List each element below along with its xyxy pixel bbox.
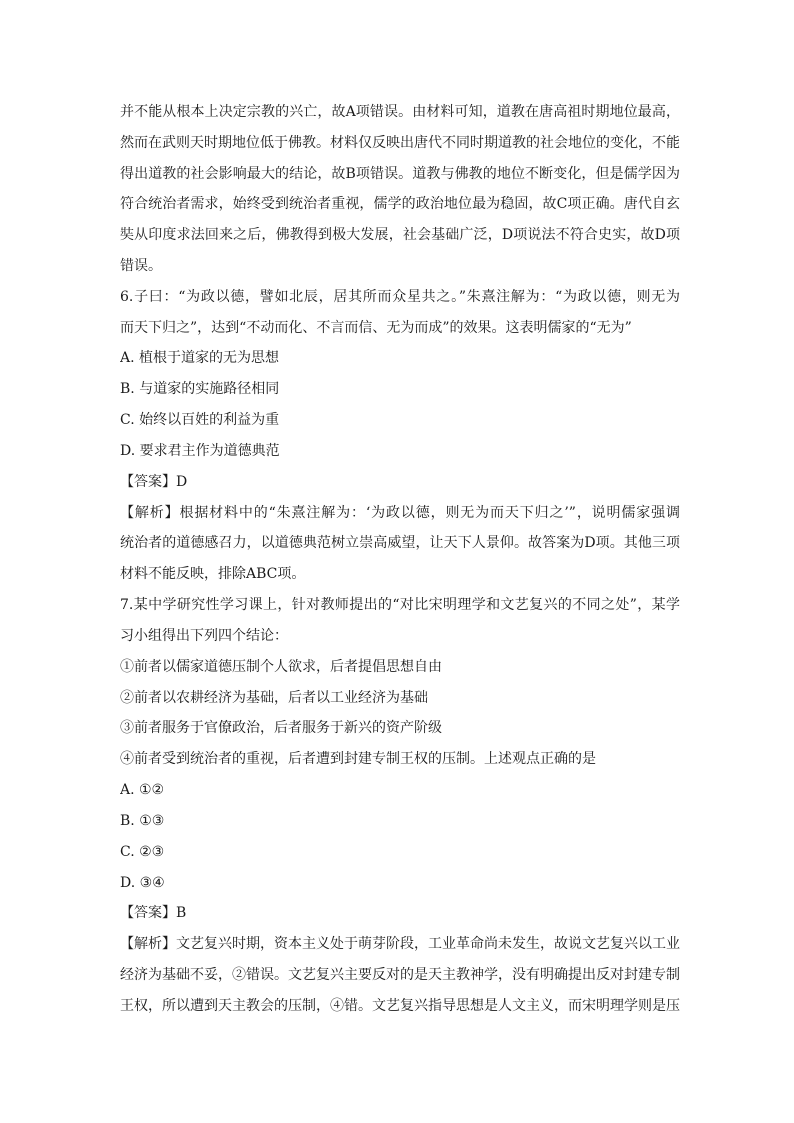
question-6-option-a: A. 植根于道家的无为思想	[120, 350, 280, 366]
question-6-stem: 而天下归之”，达到“不动而化、不言而信、无为而成”的效果。这表明儒家的“无为”	[120, 320, 632, 336]
question-7-statement: ③前者服务于官僚政治，后者服务于新兴的资产阶级	[120, 720, 442, 736]
question-6-option-c: C. 始终以百姓的利益为重	[120, 412, 280, 428]
question-7-stem: 7.某中学研究性学习课上，针对教师提出的“对比宋明理学和文艺复兴的不同之处”，某学	[120, 597, 680, 613]
question-7-explanation: 经济为基础不妥，②错误。文艺复兴主要反对的是天主教神学，没有明确提出反对封建专制	[120, 967, 680, 983]
text-line: 错误。	[120, 258, 162, 274]
text-line: 奘从印度求法回来之后，佛教得到极大发展，社会基础广泛，D项说法不符合史实，故D项	[120, 227, 680, 243]
question-7-option-c: C. ②③	[120, 844, 165, 860]
question-7-statement: ②前者以农耕经济为基础，后者以工业经济为基础	[120, 690, 428, 706]
text-line: 并不能从根本上决定宗教的兴亡，故A项错误。由材料可知，道教在唐高祖时期地位最高，	[120, 104, 680, 120]
question-7-option-b: B. ①③	[120, 813, 165, 829]
question-7-explanation: 【解析】文艺复兴时期，资本主义处于萌芽阶段，工业革命尚未发生，故说文艺复兴以工业	[120, 936, 680, 952]
question-6-answer: 【答案】D	[120, 474, 188, 490]
question-7-option-d: D. ③④	[120, 875, 165, 891]
text-line: 得出道教的社会影响最大的结论，故B项错误。道教与佛教的地位不断变化，但是儒学因为	[120, 166, 680, 182]
question-7-answer: 【答案】B	[120, 905, 187, 921]
question-7-statement: ④前者受到统治者的重视，后者遭到封建专制王权的压制。上述观点正确的是	[120, 751, 596, 767]
question-7-stem: 习小组得出下列四个结论：	[120, 628, 288, 644]
question-6-option-b: B. 与道家的实施路径相同	[120, 381, 280, 397]
question-6-stem: 6.子曰：“为政以德，譬如北辰，居其所而众星共之。”朱熹注解为：“为政以德，则无为	[120, 289, 680, 305]
question-6-explanation: 【解析】根据材料中的“朱熹注解为：‘为政以德，则无为而天下归之’”，说明儒家强调	[120, 505, 680, 521]
question-6-option-d: D. 要求君主作为道德典范	[120, 443, 280, 459]
question-6-explanation: 材料不能反映，排除ABC项。	[120, 566, 306, 582]
question-7-option-a: A. ①②	[120, 782, 165, 798]
text-line: 然而在武则天时期地位低于佛教。材料仅反映出唐代不同时期道教的社会地位的变化，不能	[120, 135, 680, 151]
question-7-statement: ①前者以儒家道德压制个人欲求，后者提倡思想自由	[120, 659, 442, 675]
text-line: 符合统治者需求，始终受到统治者重视，儒学的政治地位最为稳固，故C项正确。唐代自玄	[120, 196, 680, 212]
question-7-explanation: 王权，所以遭到天主教会的压制，④错。文艺复兴指导思想是人文主义，而宋明理学则是压	[120, 998, 680, 1014]
question-6-explanation: 统治者的道德感召力，以道德典范树立崇高威望，让天下人景仰。故答案为D项。其他三项	[120, 535, 680, 551]
